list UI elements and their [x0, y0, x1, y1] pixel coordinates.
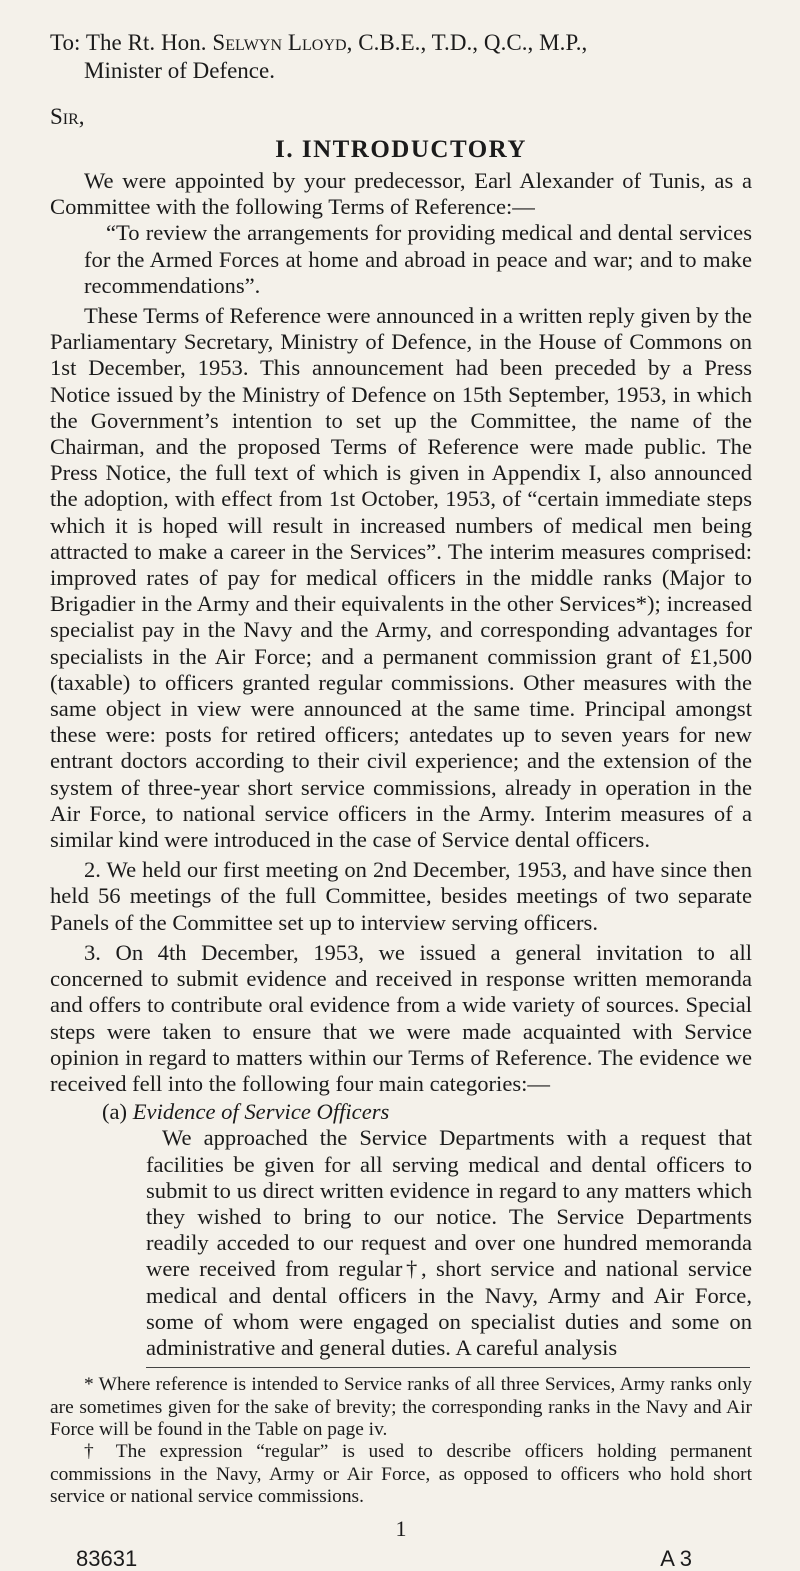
paragraph-3: 3. On 4th December, 1953, we issued a general invitation to all concerned to submit evidence and received in response written memoranda and offers to contribute oral evidence from a wide variety of sources. Special steps were taken to ensure that we were made acquainted with Service opinion in regard to matters within our Terms of Reference. The evidence we received fell into the following four main categories:—	[50, 939, 752, 1096]
paragraph-2: 2. We held our first meeting on 2nd December, 1953, and have since then held 56 meetings of the full Committee, besides meetings of two separate Panels of the Committee set up to interview serving officers.	[50, 857, 752, 935]
footnote-dagger: † The expression “regular” is used to describe officers holding permanent commissions in the Navy, Army or Air Force, as opposed to officers who hold short service or national service commissions.	[50, 1441, 752, 1508]
addressee-name: Selwyn Lloyd	[212, 30, 347, 55]
footnote-divider	[146, 1367, 750, 1368]
addressee-office: Minister of Defence.	[84, 58, 275, 83]
addressee-title: The Rt. Hon.	[85, 30, 207, 55]
subsection-a-heading	[102, 1099, 752, 1125]
signature-mark: A 3	[660, 1545, 692, 1571]
subsection-a-title: Evidence of Service Officers	[132, 1099, 390, 1125]
subsection-a-body: We approached the Service Departments with a request that facilities be given for all serving medical and dental officers to submit to us direct written evidence in regard to any matters which they wished to bring to our notice. The Service Departments readily acceded to our request and over one hundred memoranda were received from regular†, short service and national service medical and dental officers in the Navy, Army and Air Force, some of whom were engaged on specialist duties and some on administrative and general duties. A careful analysis	[146, 1125, 752, 1360]
paragraph-terms: These Terms of Reference were announced in a written reply given by the Parliamentary Secretary, Ministry of Defence, in the House of Commons on 1st December, 1953. This announcement had been preceded by a Press Notice issued by the Ministry of Defence on 15th September, 1953, in which the Government’s intention to set up the Committee, the name of the Chairman, and the proposed Terms of Reference were made public. The Press Notice, the full text of which is given in Appendix I, also announced the adoption, with effect from 1st October, 1953, of “certain immediate steps which it is hoped will result in increased numbers of medical men being attracted to make a career in the Services”. The interim measures comprised: improved rates of pay for medical officers in the middle ranks (Major to Brigadier in the Army and their equivalents in the other Services*); increased specialist pay in the Navy and the Army, and corresponding advantages for specialists in the Air Force; and a permanent commission grant of £1,500 (taxable) to officers granted regular commissions. Other measures with the same object in view were announced at the same time. Principal amongst these were: posts for retired officers; antedates up to seven years for new entrant doctors according to their civil experience; and the extension of the system of three-year short service commissions, already in operation in the Air Force, to national service officers in the Army. Interim measures of a similar kind were introduced in the case of Service dental officers.	[50, 303, 753, 853]
print-code-left: 83631	[76, 1545, 138, 1571]
intro-paragraph: We were appointed by your predecessor, Earl Alexander of Tunis, as a Committee with the following Terms of Reference:—	[50, 168, 752, 220]
addressee-honours: , C.B.E., T.D., Q.C., M.P.,	[346, 30, 588, 55]
page-number: 1	[395, 1515, 407, 1541]
addressee-line	[50, 30, 752, 56]
subsection-a-label: (a)	[102, 1099, 128, 1125]
print-codes	[50, 1547, 752, 1571]
section-heading: I. INTRODUCTORY	[275, 136, 527, 163]
to-prefix: To:	[50, 30, 81, 55]
terms-of-reference-quote: “To review the arrangements for providing medical and dental services for the Armed Forces at home and abroad in peace and war; and to make recommendations”.	[84, 220, 752, 298]
footnote-star: * Where reference is intended to Service ranks of all three Services, Army ranks only are sometimes given for the sake of brevity; the corresponding ranks in the Navy and Air Force will be found in the Table on page iv.	[50, 1374, 752, 1440]
salutation: Sir,	[50, 104, 85, 129]
